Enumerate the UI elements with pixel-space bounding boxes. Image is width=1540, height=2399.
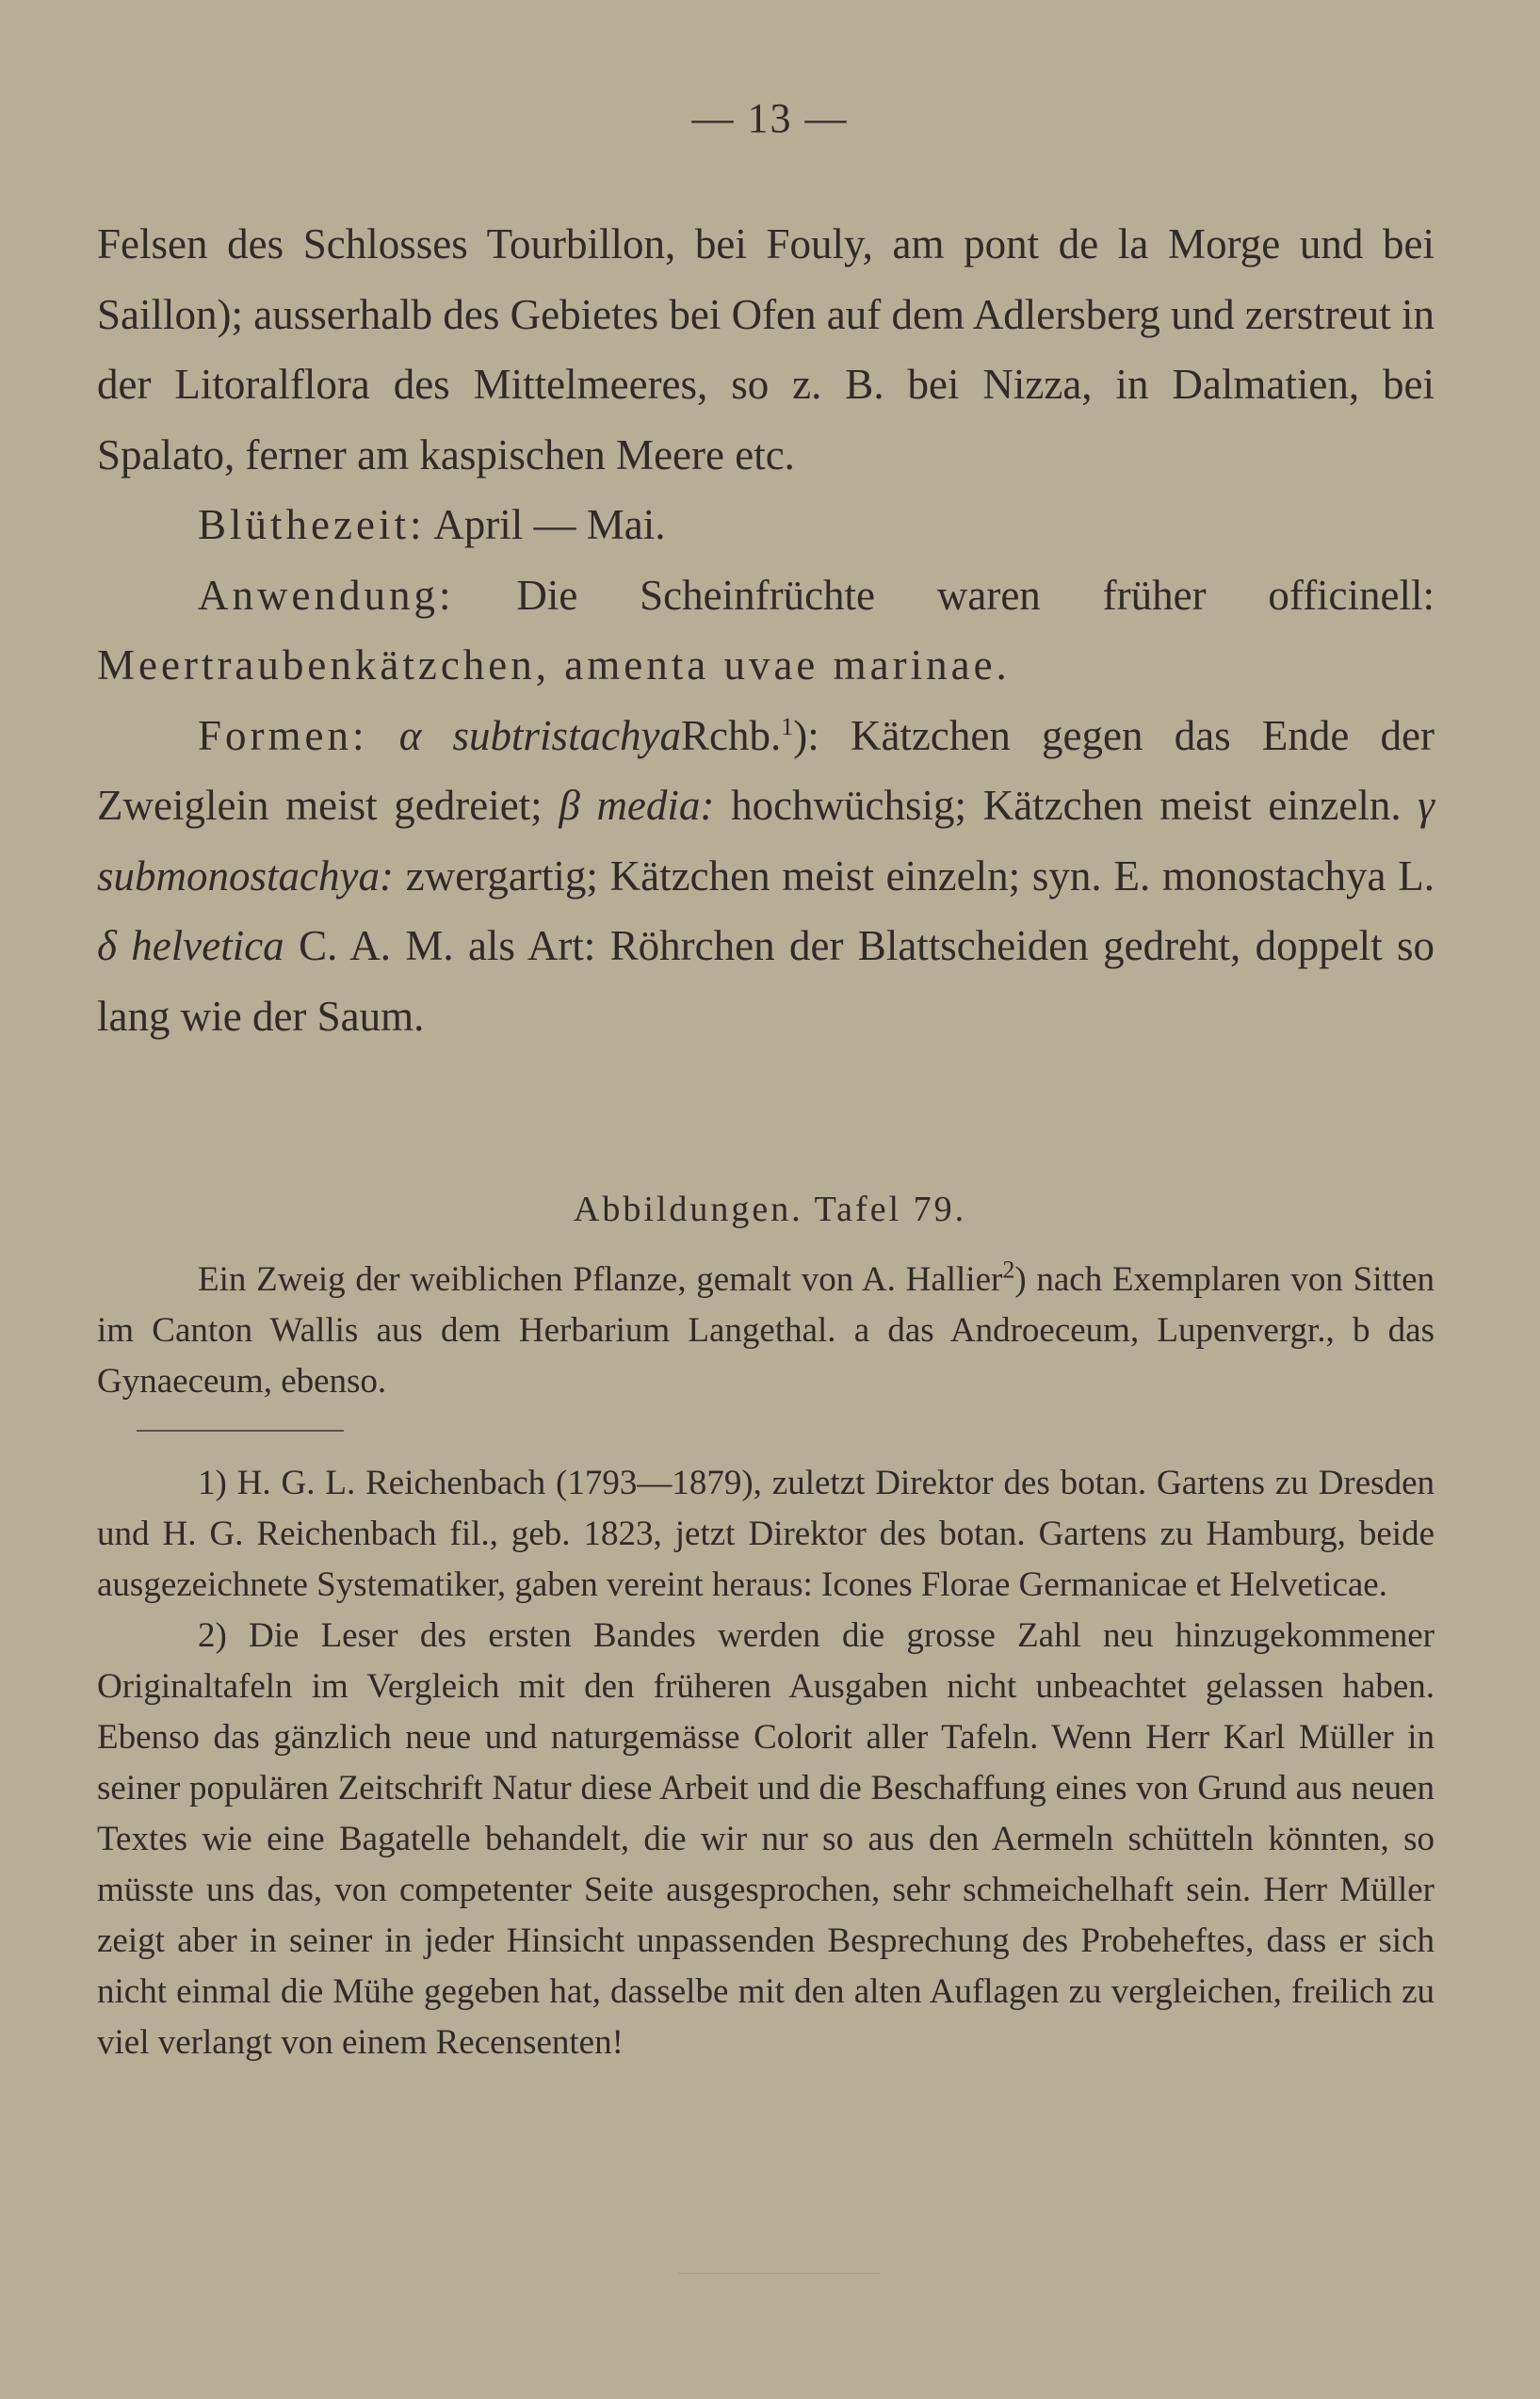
forms-text-4: C. A. M. als Art: Röhrchen der Blattscheiden gedreht, doppelt so lang wie der Saum. — [97, 922, 1435, 1040]
label-formen: Formen: — [198, 711, 368, 759]
form-beta: β media: — [559, 782, 715, 829]
footnote-1: 1) H. G. L. Reichenbach (1793—1879), zuletzt Direktor des botan. Gartens zu Dresden und H. G. Reichenbach fil., geb. 1823, jetzt Direktor des botan. Gartens zu Hamburg, beide ausgezeichnete Systematiker, gaben vereint heraus: Icones Florae Germanicae et Helveticae. — [97, 1464, 1435, 1604]
usage-text: Die Scheinfrüchte waren früher officinell: — [516, 571, 1435, 619]
caption-paragraph — [97, 1255, 1435, 1407]
usage-names: Meertraubenkätzchen, amenta uvae marinae. — [97, 641, 1011, 689]
flowering-time-value: April — Mai. — [433, 501, 666, 548]
figure-heading: Abbildungen. Tafel 79. — [573, 1190, 967, 1229]
form-alpha: α subtristachya — [398, 711, 682, 759]
form-gamma: γ submonostachya: — [97, 782, 1435, 900]
footnote-ref-2: 2 — [1002, 1256, 1015, 1284]
paragraph-flowering-time — [97, 490, 1435, 560]
main-text — [97, 209, 1435, 1051]
paragraph-usage — [97, 560, 1435, 701]
figure-caption — [97, 1255, 1435, 1407]
paragraph-locations: Felsen des Schlosses Tourbillon, bei Fouly, am pont de la Morge und bei Saillon); ausserhalb des Gebietes bei Ofen auf dem Adlersberg und zerstreut in der Litoralflora des Mittelmeeres, so z. B. bei Nizza, in Dalmatien, bei Spalato, ferner am kaspischen Meere etc. — [97, 220, 1435, 478]
footnote-divider — [137, 1430, 344, 1432]
footnote-ref-1: 1 — [781, 712, 794, 740]
forms-text-1: ): Kätzchen gegen das Ende der Zweiglein meist gedreiet; — [97, 711, 1435, 829]
paragraph-forms — [97, 701, 1435, 1052]
form-alpha-author: Rchb. — [681, 711, 782, 759]
caption-text-b: ) nach Exemplaren von Sitten im Canton Wallis aus dem Herbarium Langethal. a das Androeceum, Lupenvergr., b das Gynaeceum, ebenso. — [97, 1260, 1435, 1401]
label-bluethezeit: Blüthezeit: — [198, 501, 426, 548]
footnote-2: 2) Die Leser des ersten Bandes werden die grosse Zahl neu hinzugekommener Originaltafeln im Vergleich mit den früheren Ausgaben nicht unbeachtet gelassen haben. Ebenso das gänzlich neue und naturgemässe Colorit aller Tafeln. Wenn Herr Karl Müller in seiner populären Zeitschrift Natur diese Arbeit und die Beschaffung eines von Grund aus neuen Textes wie eine Bagatelle behandelt, die wir nur so aus den Aermeln schütteln könnten, so müsste uns das, von competenter Seite ausgesprochen, sehr schmeichelhaft sein. Herr Müller zeigt aber in seiner in jeder Hinsicht unpassenden Besprechung des Probeheftes, dass er sich nicht einmal die Mühe gegeben hat, dasselbe mit den alten Auflagen zu vergleichen, freilich zu viel verlangt von einem Recensenten! — [97, 1616, 1435, 2062]
form-delta: δ helvetica — [97, 922, 284, 969]
caption-text-a: Ein Zweig der weiblichen Pflanze, gemalt von A. Hallier — [198, 1260, 1003, 1299]
forms-text-3: zwergartig; Kätzchen meist einzeln; syn. E. monostachya L. — [405, 851, 1435, 900]
bottom-ornament-line — [678, 2273, 881, 2274]
label-anwendung: Anwendung: — [198, 571, 455, 619]
footnotes — [97, 1458, 1435, 2068]
page-number: — 13 — — [691, 95, 849, 141]
forms-text-2: hochwüchsig; Kätzchen meist einzeln. — [731, 782, 1402, 829]
